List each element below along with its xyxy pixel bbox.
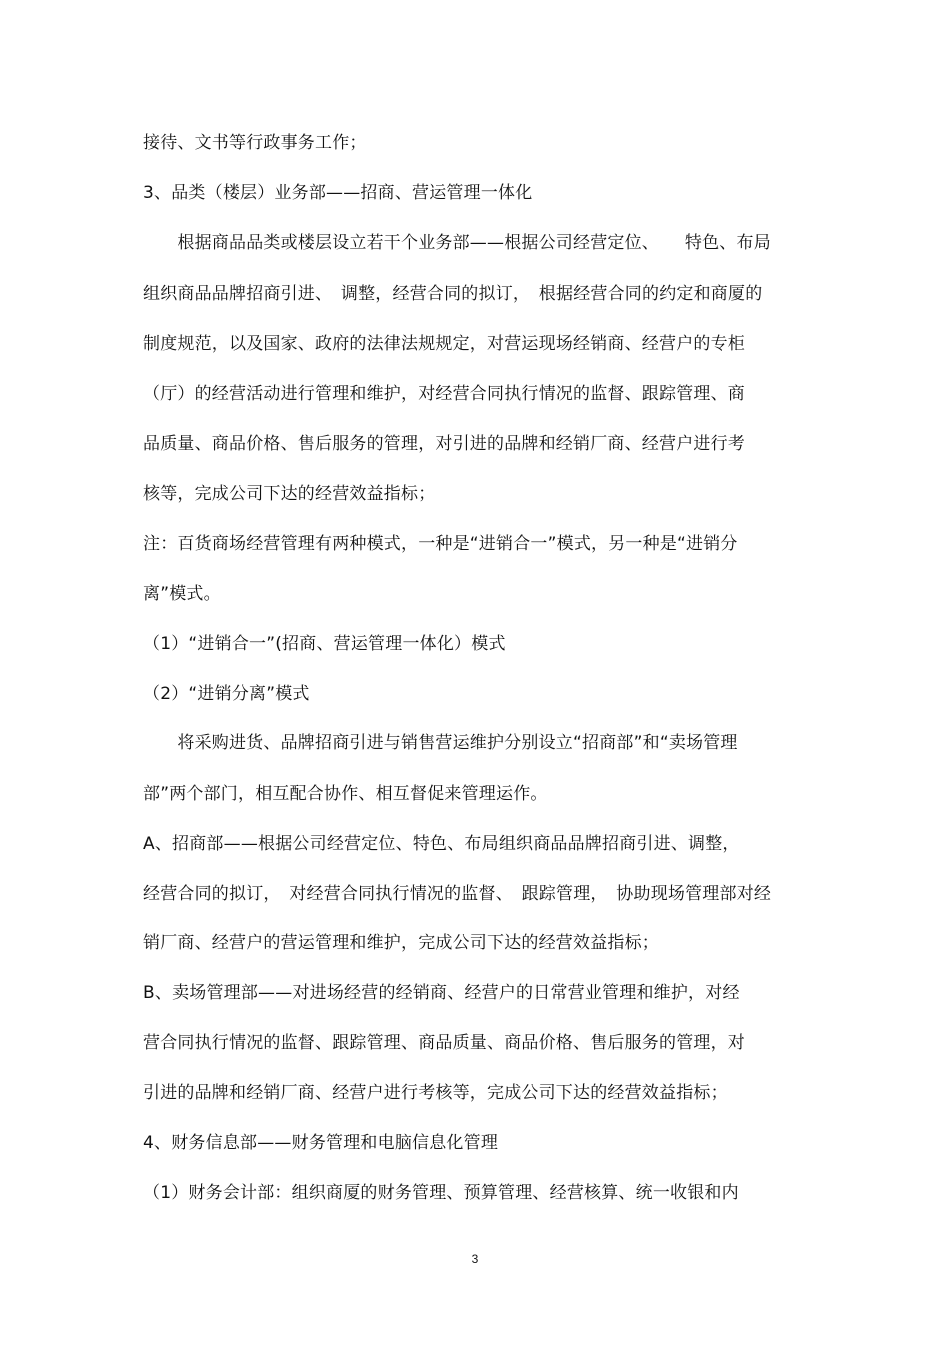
- text-line: A、招商部——根据公司经营定位、特色、布局组织商品品牌招商引进、调整，: [143, 834, 740, 854]
- text-line: 制度规范，以及国家、政府的法律法规规定，对营运现场经销商、经营户的专柜: [143, 334, 745, 354]
- text-line: 品质量、商品价格、售后服务的管理，对引进的品牌和经销厂商、经营户进行考: [143, 434, 745, 454]
- text-line: 引进的品牌和经销厂商、经营户进行考核等，完成公司下达的经营效益指标；: [143, 1083, 728, 1103]
- text-line: （厅）的经营活动进行管理和维护，对经营合同执行情况的监督、跟踪管理、商: [143, 384, 745, 404]
- text-line: 根据商品品类或楼层设立若干个业务部——根据公司经营定位、 特色、布局: [143, 233, 771, 253]
- list-item: （2）“进销分离”模式: [143, 684, 310, 704]
- text-line: 将采购进货、品牌招商引进与销售营运维护分别设立“招商部”和“卖场管理: [143, 733, 738, 753]
- text-line: 经营合同的拟订， 对经营合同执行情况的监督、 跟踪管理， 协助现场管理部对经: [143, 884, 772, 904]
- text-line: 营合同执行情况的监督、跟踪管理、商品质量、商品价格、售后服务的管理，对: [143, 1033, 745, 1053]
- list-item: （1）“进销合一”(招商、营运管理一体化）模式: [143, 634, 506, 654]
- section-heading: 4、财务信息部——财务管理和电脑信息化管理: [143, 1133, 499, 1153]
- text-line: 销厂商、经营户的营运管理和维护，完成公司下达的经营效益指标；: [143, 933, 659, 953]
- note-line: 离”模式。: [143, 584, 221, 604]
- text-line: 部”两个部门，相互配合协作、相互督促来管理运作。: [143, 784, 548, 804]
- text-line: 接待、文书等行政事务工作；: [143, 133, 367, 153]
- page-number: 3: [471, 1252, 479, 1266]
- text-line: B、卖场管理部——对进场经营的经销商、经营户的日常营业管理和维护，对经: [143, 983, 740, 1003]
- list-item: （1）财务会计部：组织商厦的财务管理、预算管理、经营核算、统一收银和内: [143, 1183, 739, 1203]
- text-line: 核等，完成公司下达的经营效益指标；: [143, 484, 436, 504]
- section-heading: 3、品类（楼层）业务部——招商、营运管理一体化: [143, 183, 533, 203]
- text-line: 组织商品品牌招商引进、 调整，经营合同的拟订， 根据经营合同的约定和商厦的: [143, 284, 763, 304]
- note-line: 注：百货商场经营管理有两种模式，一种是“进销合一”模式，另一种是“进销分: [143, 534, 738, 554]
